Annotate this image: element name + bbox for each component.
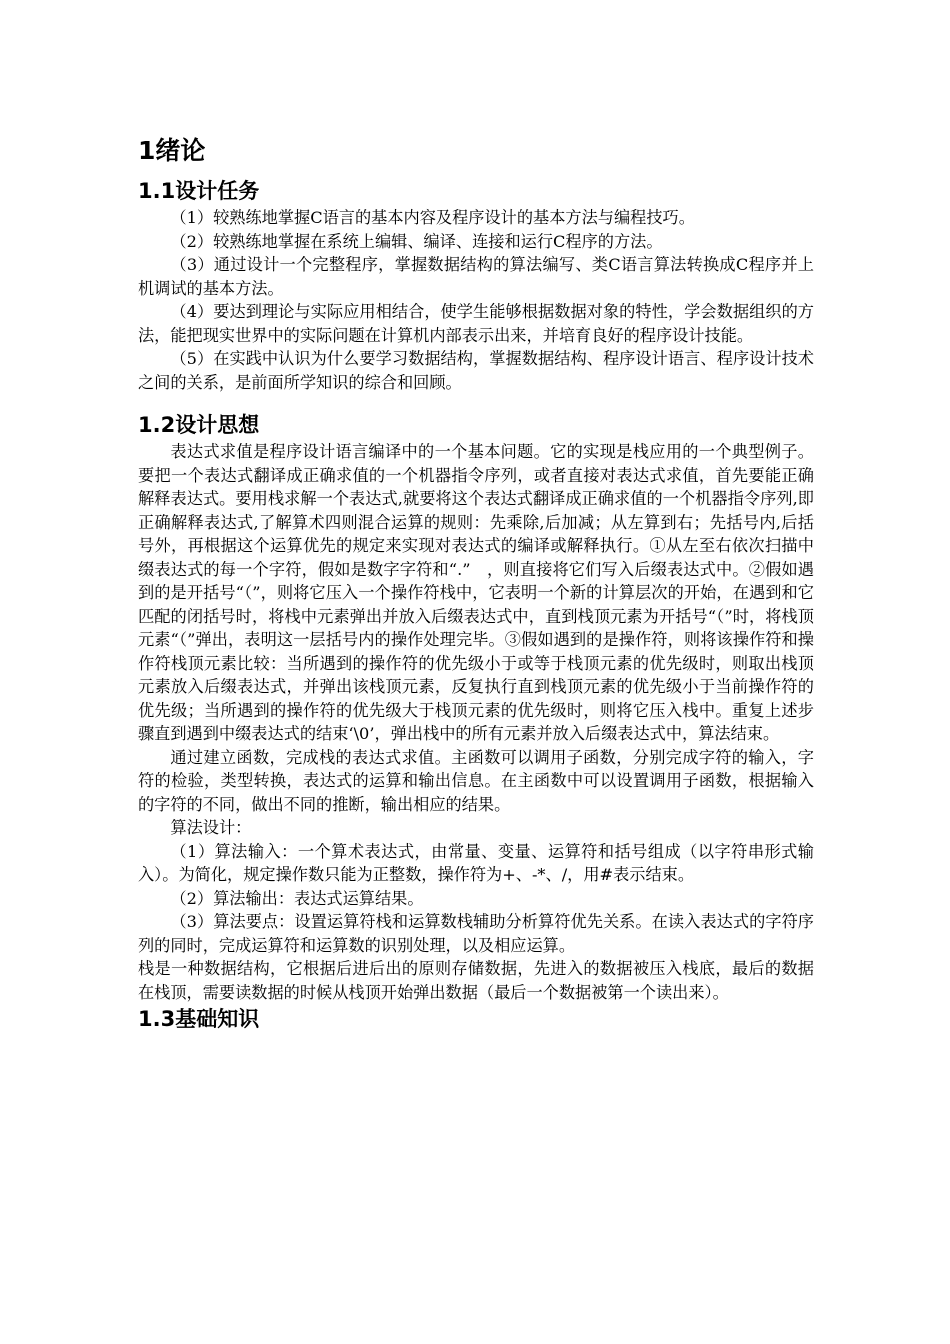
stack-note-paragraph: 栈是一种数据结构，它根据后进后出的原则存储数据，先进入的数据被压入栈底，最后的数据在栈顶，需要读数据的时候从栈顶开始弹出数据（最后一个数据被第一个读出来）。: [138, 959, 814, 1002]
algorithm-design-label: 算法设计：: [170, 818, 252, 837]
algorithm-item-3: （3）算法要点：设置运算符栈和运算数栈辅助分析算符优先关系。在读入表达式的字符序列的同时，完成运算符和运算数的识别处理，以及相应运算。: [138, 912, 814, 955]
algorithm-item-2: （2）算法输出：表达式运算结果。: [170, 888, 424, 908]
document-page: [138, 132, 814, 1034]
section-1-1-heading: 1.1设计任务: [138, 179, 260, 203]
function-paragraph: 通过建立函数，完成栈的表达式求值。主函数可以调用子函数，分别完成字符的输入，字符的检验，类型转换，表达式的运算和输出信息。在主函数中可以设置调用子函数，根据输入的字符的不同，做出不同的推断，输出相应的结果。: [138, 747, 814, 814]
task-item-3: （3）通过设计一个完整程序，掌握数据结构的算法编写、类C语言算法转换成C程序并上机调试的基本方法。: [138, 255, 814, 298]
section-1-3-heading: 1.3基础知识: [138, 1007, 260, 1031]
task-item-2: （2）较熟练地掌握在系统上编辑、编译、连接和运行C程序的方法。: [170, 231, 663, 251]
task-item-5: （5）在实践中认识为什么要学习数据结构，掌握数据结构、程序设计语言、程序设计技术之间的关系，是前面所学知识的综合和回顾。: [138, 349, 814, 392]
chapter-title: 1绪论: [138, 136, 206, 165]
section-1-2-heading: 1.2设计思想: [138, 413, 260, 437]
algorithm-item-1: （1）算法输入：一个算术表达式，由常量、变量、运算符和括号组成（以字符串形式输入）。为简化，规定操作数只能为正整数，操作符为+、-*、/，用#表示结束。: [138, 841, 814, 884]
task-item-4: （4）要达到理论与实际应用相结合，使学生能够根据数据对象的特性，学会数据组织的方法，能把现实世界中的实际问题在计算机内部表示出来，并培育良好的程序设计技能。: [138, 302, 814, 345]
design-idea-paragraph: 表达式求值是程序设计语言编译中的一个基本问题。它的实现是栈应用的一个典型例子。要把一个表达式翻译成正确求值的一个机器指令序列，或者直接对表达式求值，首先要能正确解释表达式。要用栈求解一个表达式,就要将这个表达式翻译成正确求值的一个机器指令序列,即正确解释表达式,了解算术四则混合运算的规则：先乘除,后加减；从左算到右；先括号内,后括号外，再根据这个运算优先的规定来实现对表达式的编译或解释执行。①从左至右依次扫描中缀表达式的每一个字符，假如是数字字符和“.” ，则直接将它们写入后缀表达式中。②假如遇到的是开括号“（”，则将它压入一个操作符栈中，它表明一个新的计算层次的开始，在遇到和它匹配的闭括号时，将栈中元素弹出并放入后缀表达式中，直到栈顶元素为开括号“（”时，将栈顶元素“（”弹出，表明这一层括号内的操作处理完毕。③假如遇到的是操作符，则将该操作符和操作符栈顶元素比较：当所遇到的操作符的优先级小于或等于栈顶元素的优先级时，则取出栈顶元素放入后缀表达式，并弹出该栈顶元素，反复执行直到栈顶元素的优先级小于当前操作符的优先级；当所遇到的操作符的优先级大于栈顶元素的优先级时，则将它压入栈中。重复上述步骤直到遇到中缀表达式的结束‘\0’，弹出栈中的所有元素并放入后缀表达式中，算法结束。: [138, 442, 814, 743]
task-item-1: （1）较熟练地掌握C语言的基本内容及程序设计的基本方法与编程技巧。: [170, 208, 695, 227]
